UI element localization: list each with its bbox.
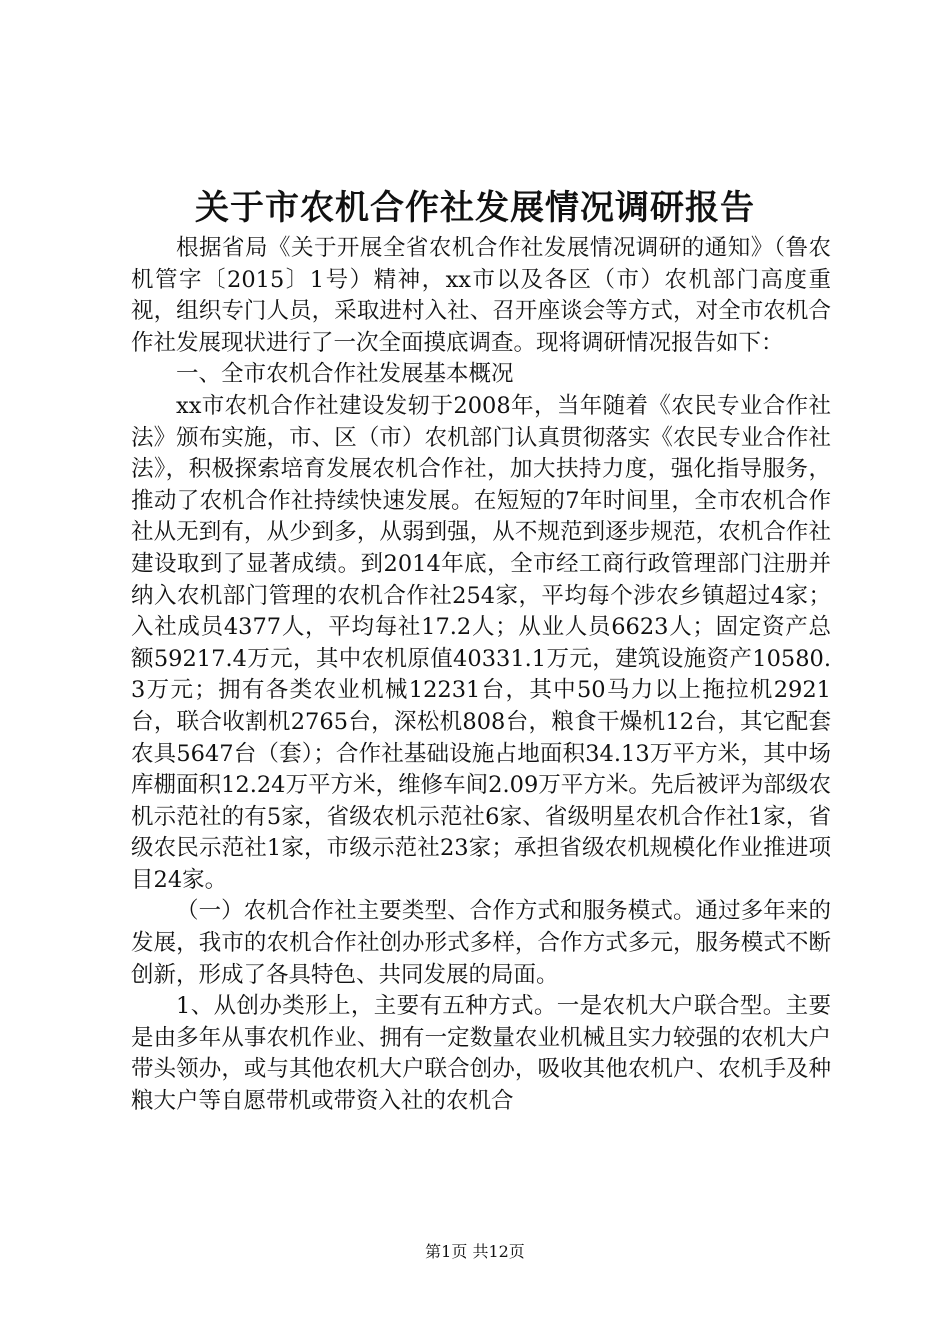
paragraph-intro: 根据省局《关于开展全省农机合作社发展情况调研的通知》（鲁农机管字〔2015〕1号）精神，xx市以及各区（市）农机部门高度重视，组织专门人员，采取进村入社、召开座谈会等方式，对全市农机合作社发展现状进行了一次全面摸底调查。现将调研情况报告如下： xyxy=(131,235,831,356)
document-body xyxy=(131,233,831,1118)
paragraph-overview: xx市农机合作社建设发轫于2008年，当年随着《农民专业合作社法》颁布实施，市、区（市）农机部门认真贯彻落实《农民专业合作社法》，积极探索培育发展农机合作社，加大扶持力度，强化指导服务，推动了农机合作社持续快速发展。在短短的7年时间里，全市农机合作社从无到有，从少到多，从弱到强，从不规范到逐步规范，农机合作社建设取到了显著成绩。到2014年底，全市经工商行政管理部门注册并纳入农机部门管理的农机合作社254家，平均每个涉农乡镇超过4家；入社成员4377人，平均每社17.2人；从业人员6623人；固定资产总额59217.4万元，其中农机原值40331.1万元，建筑设施资产10580.3万元；拥有各类农业机械12231台，其中50马力以上拖拉机2921台，联合收割机2765台，深松机808台，粮食干燥机12台，其它配套农具5647台（套）；合作社基础设施占地面积34.13万平方米，其中场库棚面积12.24万平方米，维修车间2.09万平方米。先后被评为部级农机示范社的有5家，省级农机示范社6家、省级明星农机合作社1家，省级农民示范社1家，市级示范社23家；承担省级农机规模化作业推进项目24家。 xyxy=(131,392,831,893)
document-title: 关于市农机合作社发展情况调研报告 xyxy=(195,188,755,228)
paragraph-types: （一）农机合作社主要类型、合作方式和服务模式。通过多年来的发展，我市的农机合作社创办形式多样，合作方式多元，服务模式不断创新，形成了各具特色、共同发展的局面。 xyxy=(131,898,831,988)
section-heading-overview: 一、全市农机合作社发展基本概况 xyxy=(176,361,514,388)
paragraph-founding-types: 1、从创办类形上，主要有五种方式。一是农机大户联合型。主要是由多年从事农机作业、拥有一定数量农业机械且实力较强的农机大户带头领办，或与其他农机大户联合创办，吸收其他农机户、农机手及种粮大户等自愿带机或带资入社的农机合 xyxy=(131,993,831,1115)
page-footer: 第1页 共12页 xyxy=(425,1242,525,1261)
